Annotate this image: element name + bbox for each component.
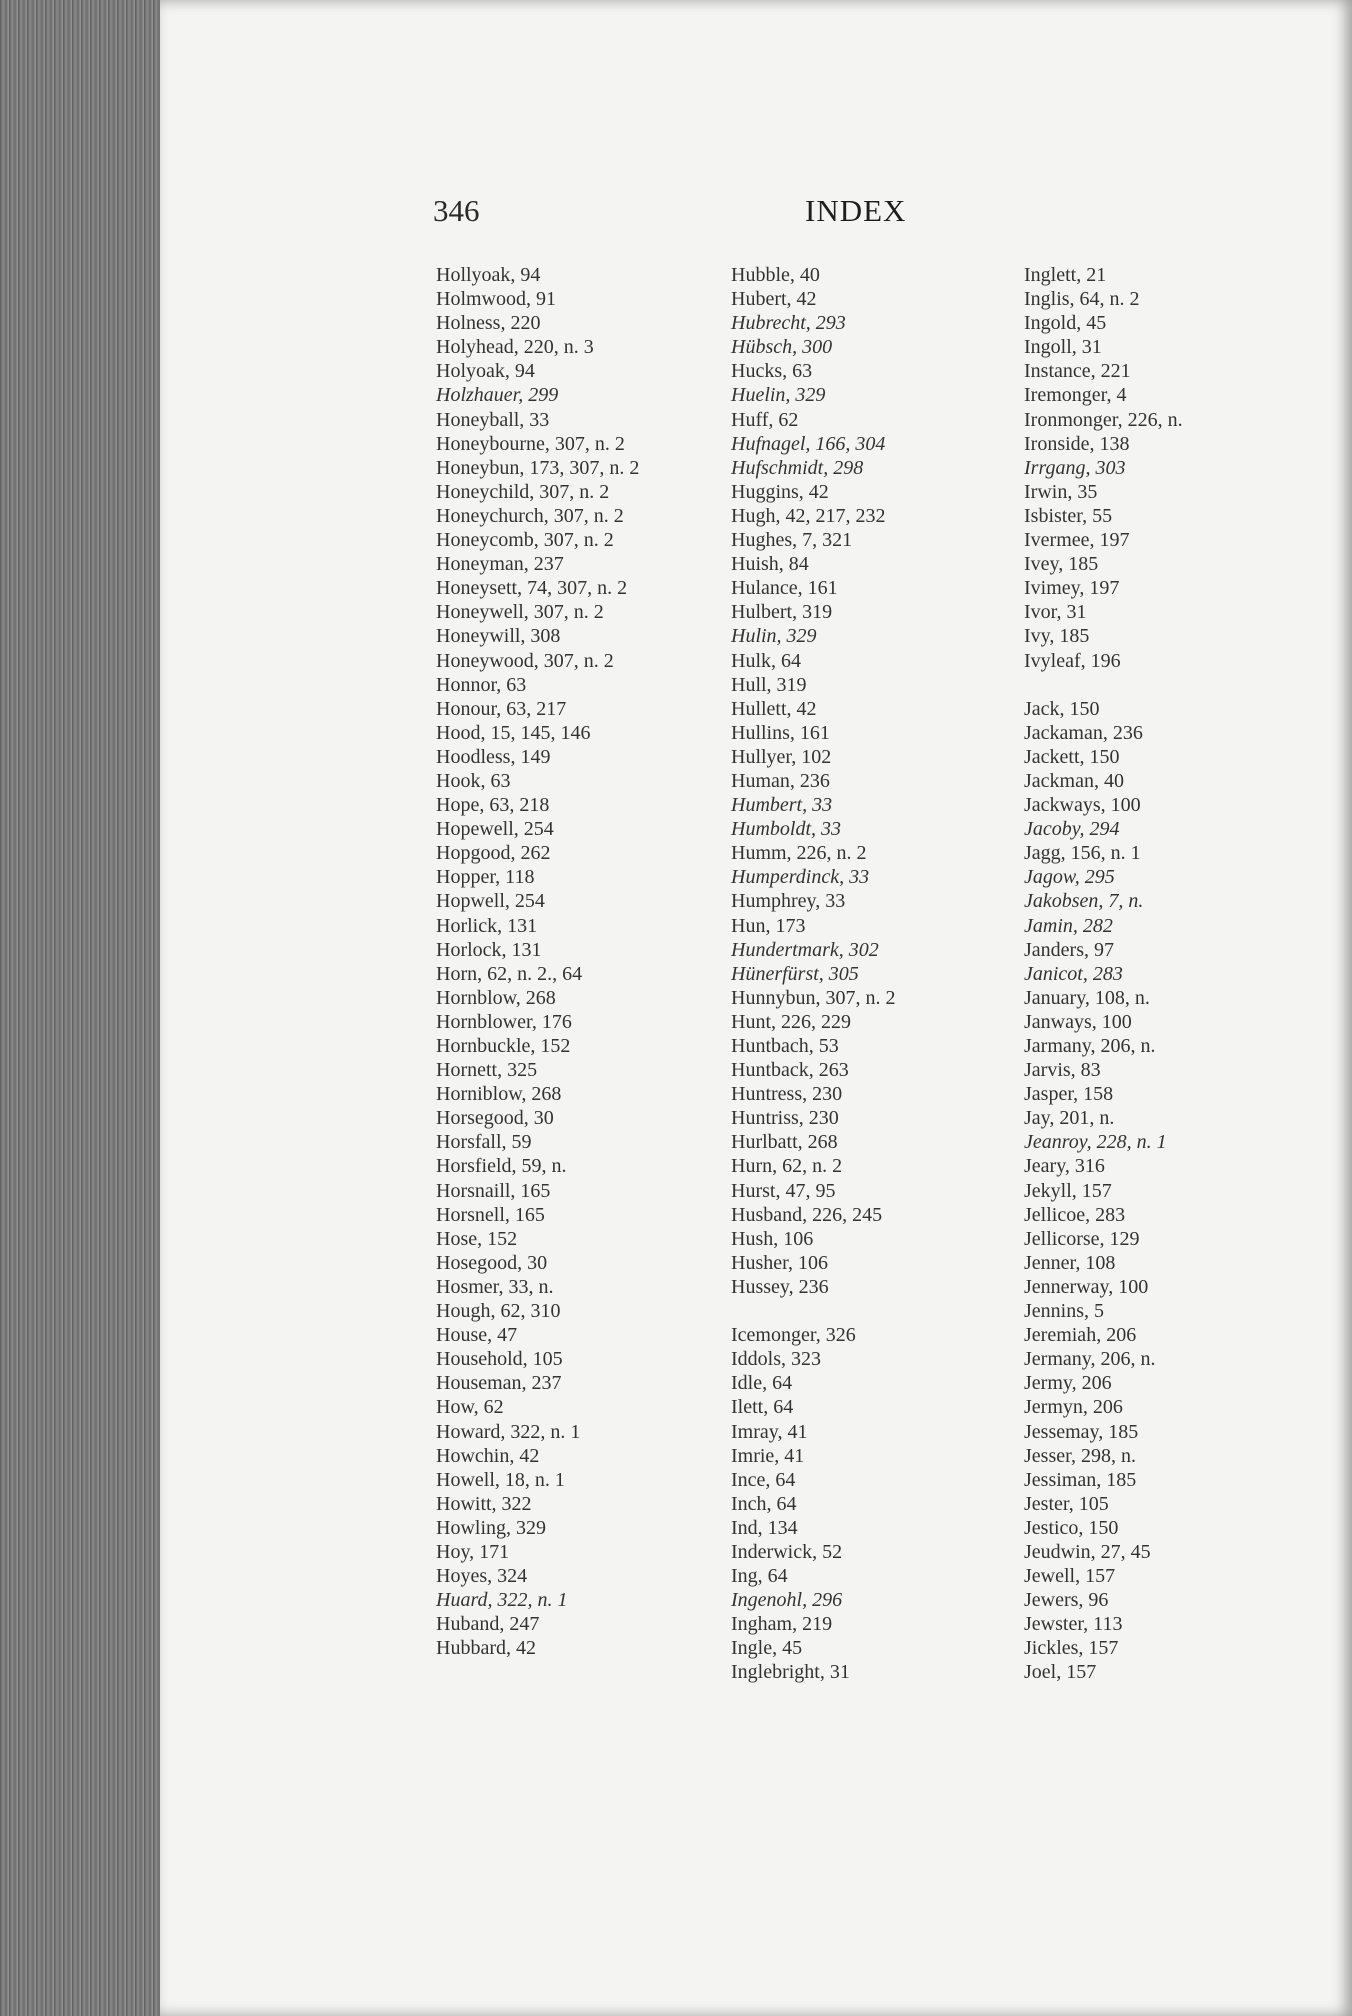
index-entry: Hush, 106: [731, 1227, 814, 1250]
index-entry: Huard, 322, n. 1: [436, 1589, 568, 1612]
index-entry: Joel, 157: [1024, 1661, 1097, 1684]
index-entry: Hopwell, 254: [436, 890, 545, 913]
index-entry: Jackman, 40: [1024, 769, 1124, 792]
index-entry: Hussey, 236: [731, 1275, 829, 1298]
index-entry: House, 47: [436, 1324, 518, 1347]
index-entry: Humphrey, 33: [731, 890, 846, 913]
index-entry: Jack, 150: [1024, 697, 1100, 720]
index-entry: Jessiman, 185: [1024, 1468, 1137, 1491]
index-entry: Hünerfürst, 305: [731, 962, 859, 985]
index-entry: Ingenohl, 296: [731, 1589, 843, 1612]
index-entry: Hornbuckle, 152: [436, 1035, 571, 1057]
index-entry: Hunt, 226, 229: [731, 1010, 851, 1033]
index-entry: Inch, 64: [731, 1492, 797, 1515]
index-entry: Huntbach, 53: [731, 1035, 839, 1057]
index-entry: Inglis, 64, n. 2: [1024, 288, 1140, 311]
index-entry: Honeywell, 307, n. 2: [436, 601, 604, 624]
index-entry: Honnor, 63: [436, 673, 527, 696]
index-entry: Huggins, 42: [731, 480, 829, 503]
index-entry: Honeyman, 237: [436, 553, 564, 576]
index-entry: Horniblow, 268: [436, 1083, 562, 1106]
index-entry: Hornblow, 268: [436, 986, 556, 1009]
index-column-3: [1024, 263, 1254, 1685]
index-entry: Jickles, 157: [1024, 1637, 1119, 1660]
index-entry: Jeanroy, 228, n. 1: [1024, 1131, 1167, 1154]
index-entry: Huelin, 329: [731, 384, 826, 407]
index-entry: Irwin, 35: [1024, 480, 1098, 503]
index-entry: Jakobsen, 7, n.: [1024, 890, 1144, 913]
index-entry: Jestico, 150: [1024, 1516, 1119, 1539]
index-entry: Hullett, 42: [731, 697, 817, 720]
index-entry: Horlick, 131: [436, 914, 538, 937]
index-entry: Hubert, 42: [731, 288, 817, 311]
index-entry: Honeychurch, 307, n. 2: [436, 504, 624, 527]
index-entry: Jennerway, 100: [1024, 1275, 1149, 1298]
index-entry: Hubble, 40: [731, 264, 820, 286]
index-entry: Honeycomb, 307, n. 2: [436, 529, 614, 552]
index-entry: Ingoll, 31: [1024, 336, 1102, 359]
index-entry: Huntriss, 230: [731, 1107, 839, 1130]
index-entry: Honeywood, 307, n. 2: [436, 649, 614, 672]
index-entry: Ironmonger, 226, n.: [1024, 408, 1183, 431]
index-entry: Jeremiah, 206: [1024, 1324, 1137, 1347]
index-column-1: [436, 263, 726, 1660]
index-entry: Horsnaill, 165: [436, 1179, 551, 1202]
index-entry: Jarvis, 83: [1024, 1059, 1101, 1082]
index-entry: Huntback, 263: [731, 1059, 849, 1082]
index-entry: Hulbert, 319: [731, 601, 833, 624]
index-entry: Huish, 84: [731, 553, 809, 576]
index-entry: Hurst, 47, 95: [731, 1179, 836, 1202]
index-entry: Hope, 63, 218: [436, 794, 550, 817]
index-entry: Inglett, 21: [1024, 264, 1107, 286]
index-entry: Jessemay, 185: [1024, 1420, 1139, 1443]
index-entry: Horsfield, 59, n.: [436, 1155, 567, 1178]
index-entry: Hubrecht, 293: [731, 312, 846, 335]
index-entry: Jagow, 295: [1024, 866, 1115, 889]
index-entry: Instance, 221: [1024, 360, 1131, 383]
index-entry: Jagg, 156, n. 1: [1024, 842, 1141, 865]
index-entry: Honour, 63, 217: [436, 697, 567, 720]
index-entry: Ingham, 219: [731, 1613, 833, 1636]
index-entry: Hough, 62, 310: [436, 1300, 561, 1323]
page-header: [433, 193, 933, 243]
index-entry: Hufschmidt, 298: [731, 456, 864, 479]
index-entry: Honeysett, 74, 307, n. 2: [436, 577, 628, 600]
index-entry: Ince, 64: [731, 1468, 796, 1491]
index-entry: Holzhauer, 299: [436, 384, 559, 407]
index-entry: Jay, 201, n.: [1024, 1107, 1115, 1130]
index-entry: Ingold, 45: [1024, 312, 1107, 335]
index-entry: Honeybun, 173, 307, n. 2: [436, 456, 640, 479]
index-entry: Hopper, 118: [436, 866, 535, 889]
index-entry: Hopewell, 254: [436, 818, 554, 841]
index-entry: Holyhead, 220, n. 3: [436, 336, 594, 359]
page-title: INDEX: [805, 193, 907, 228]
index-entry: Jermany, 206, n.: [1024, 1348, 1156, 1371]
index-entry: Holness, 220: [436, 312, 541, 335]
index-entry: Hood, 15, 145, 146: [436, 721, 591, 744]
index-entry: Hook, 63: [436, 769, 511, 792]
index-entry: Honeychild, 307, n. 2: [436, 480, 610, 503]
index-entry: Humboldt, 33: [731, 818, 841, 841]
index-entry: Jellicoe, 283: [1024, 1203, 1126, 1226]
index-entry: Jeary, 316: [1024, 1155, 1105, 1178]
index-entry: Howell, 18, n. 1: [436, 1468, 565, 1491]
index-entry: Hulk, 64: [731, 649, 801, 672]
index-entry: Huband, 247: [436, 1613, 540, 1636]
index-entry: Household, 105: [436, 1348, 563, 1371]
index-entry: Honeywill, 308: [436, 625, 561, 648]
index-entry: Howitt, 322: [436, 1492, 532, 1515]
index-entry: Isbister, 55: [1024, 504, 1113, 527]
index-entry: Ing, 64: [731, 1565, 788, 1588]
index-entry: Hubbard, 42: [436, 1637, 536, 1660]
index-entry: Ind, 134: [731, 1516, 798, 1539]
index-entry: Hucks, 63: [731, 360, 813, 383]
index-entry: Hullins, 161: [731, 721, 830, 744]
index-entry: Jackett, 150: [1024, 745, 1120, 768]
index-entry: Hull, 319: [731, 673, 807, 696]
index-entry: Hurn, 62, n. 2: [731, 1155, 843, 1178]
index-entry: Holmwood, 91: [436, 288, 556, 311]
index-entry: Jewell, 157: [1024, 1565, 1116, 1588]
index-entry: Ivyleaf, 196: [1024, 649, 1121, 672]
index-entry: Iddols, 323: [731, 1348, 821, 1371]
index-entry: Jarmany, 206, n.: [1024, 1035, 1156, 1057]
index-entry: Idle, 64: [731, 1372, 793, 1395]
index-entry: Jewers, 96: [1024, 1589, 1109, 1612]
index-entry: Jesser, 298, n.: [1024, 1444, 1136, 1467]
index-entry: Hollyoak, 94: [436, 264, 541, 286]
index-entry: Hugh, 42, 217, 232: [731, 504, 886, 527]
index-entry: Humm, 226, n. 2: [731, 842, 867, 865]
index-entry: Hulin, 329: [731, 625, 817, 648]
page-number: 346: [433, 193, 480, 228]
index-entry: How, 62: [436, 1396, 504, 1419]
index-entry: Inderwick, 52: [731, 1540, 843, 1563]
index-entry: Howchin, 42: [436, 1444, 540, 1467]
index-entry: Irrgang, 303: [1024, 456, 1126, 479]
index-entry: Jermy, 206: [1024, 1372, 1112, 1395]
index-entry: Hornett, 325: [436, 1059, 538, 1082]
index-entry: Jekyll, 157: [1024, 1179, 1112, 1202]
index-entry: Imrie, 41: [731, 1444, 805, 1467]
index-entry: Jacoby, 294: [1024, 818, 1120, 841]
index-entry: Hübsch, 300: [731, 336, 833, 359]
index-entry: Horsfall, 59: [436, 1131, 532, 1154]
index-entry: Imray, 41: [731, 1420, 808, 1443]
index-entry: Hufnagel, 166, 304: [731, 432, 886, 455]
index-entry: Hullyer, 102: [731, 745, 832, 768]
section-gap: [731, 1299, 1021, 1323]
index-entry: Jamin, 282: [1024, 914, 1113, 937]
index-entry: Hosmer, 33, n.: [436, 1275, 554, 1298]
index-entry: Hughes, 7, 321: [731, 529, 853, 552]
index-entry: Hoyes, 324: [436, 1565, 528, 1588]
index-entry: Ilett, 64: [731, 1396, 794, 1419]
index-entry: Ivermee, 197: [1024, 529, 1130, 552]
index-entry: Hopgood, 262: [436, 842, 551, 865]
index-entry: Ironside, 138: [1024, 432, 1130, 455]
index-entry: Hosegood, 30: [436, 1251, 548, 1274]
index-entry: Huntress, 230: [731, 1083, 843, 1106]
index-entry: Hoodless, 149: [436, 745, 551, 768]
index-entry: Jennins, 5: [1024, 1300, 1104, 1323]
index-entry: Horlock, 131: [436, 938, 542, 961]
index-entry: Jewster, 113: [1024, 1613, 1123, 1636]
section-gap: [1024, 673, 1254, 697]
index-entry: Humbert, 33: [731, 794, 833, 817]
index-column-2: [731, 263, 1021, 1685]
index-entry: Hundertmark, 302: [731, 938, 879, 961]
index-entry: Janways, 100: [1024, 1010, 1132, 1033]
index-entry: Houseman, 237: [436, 1372, 562, 1395]
index-entry: Inglebright, 31: [731, 1661, 850, 1684]
index-entry: Horsegood, 30: [436, 1107, 554, 1130]
index-entry: Jeudwin, 27, 45: [1024, 1540, 1151, 1563]
index-entry: Hoy, 171: [436, 1540, 510, 1563]
index-entry: Horn, 62, n. 2., 64: [436, 962, 583, 985]
index-entry: Jackaman, 236: [1024, 721, 1143, 744]
index-entry: Ivimey, 197: [1024, 577, 1120, 600]
index-entry: Huff, 62: [731, 408, 799, 431]
index-entry: Ivor, 31: [1024, 601, 1087, 624]
index-entry: Human, 236: [731, 769, 830, 792]
index-entry: Husher, 106: [731, 1251, 828, 1274]
index-entry: Honeybourne, 307, n. 2: [436, 432, 625, 455]
index-entry: Howling, 329: [436, 1516, 546, 1539]
index-entry: Hurlbatt, 268: [731, 1131, 838, 1154]
index-entry: Jellicorse, 129: [1024, 1227, 1140, 1250]
index-entry: Janders, 97: [1024, 938, 1114, 961]
index-entry: Iremonger, 4: [1024, 384, 1127, 407]
index-entry: Jackways, 100: [1024, 794, 1141, 817]
index-entry: Horsnell, 165: [436, 1203, 545, 1226]
index-entry: Janicot, 283: [1024, 962, 1123, 985]
index-entry: Jasper, 158: [1024, 1083, 1114, 1106]
index-entry: Honeyball, 33: [436, 408, 550, 431]
index-entry: Ivey, 185: [1024, 553, 1099, 576]
index-entry: Howard, 322, n. 1: [436, 1420, 581, 1443]
index-entry: Jester, 105: [1024, 1492, 1109, 1515]
index-entry: Hun, 173: [731, 914, 806, 937]
index-entry: Husband, 226, 245: [731, 1203, 883, 1226]
index-entry: Hunnybun, 307, n. 2: [731, 986, 896, 1009]
index-entry: Humperdinck, 33: [731, 866, 870, 889]
index-entry: Hose, 152: [436, 1227, 518, 1250]
index-entry: Ingle, 45: [731, 1637, 803, 1660]
index-entry: Ivy, 185: [1024, 625, 1090, 648]
index-entry: Jenner, 108: [1024, 1251, 1116, 1274]
index-entry: Hornblower, 176: [436, 1010, 572, 1033]
index-entry: Holyoak, 94: [436, 360, 535, 383]
index-entry: January, 108, n.: [1024, 986, 1150, 1009]
index-entry: Icemonger, 326: [731, 1324, 856, 1347]
index-entry: Jermyn, 206: [1024, 1396, 1123, 1419]
index-entry: Hulance, 161: [731, 577, 838, 600]
